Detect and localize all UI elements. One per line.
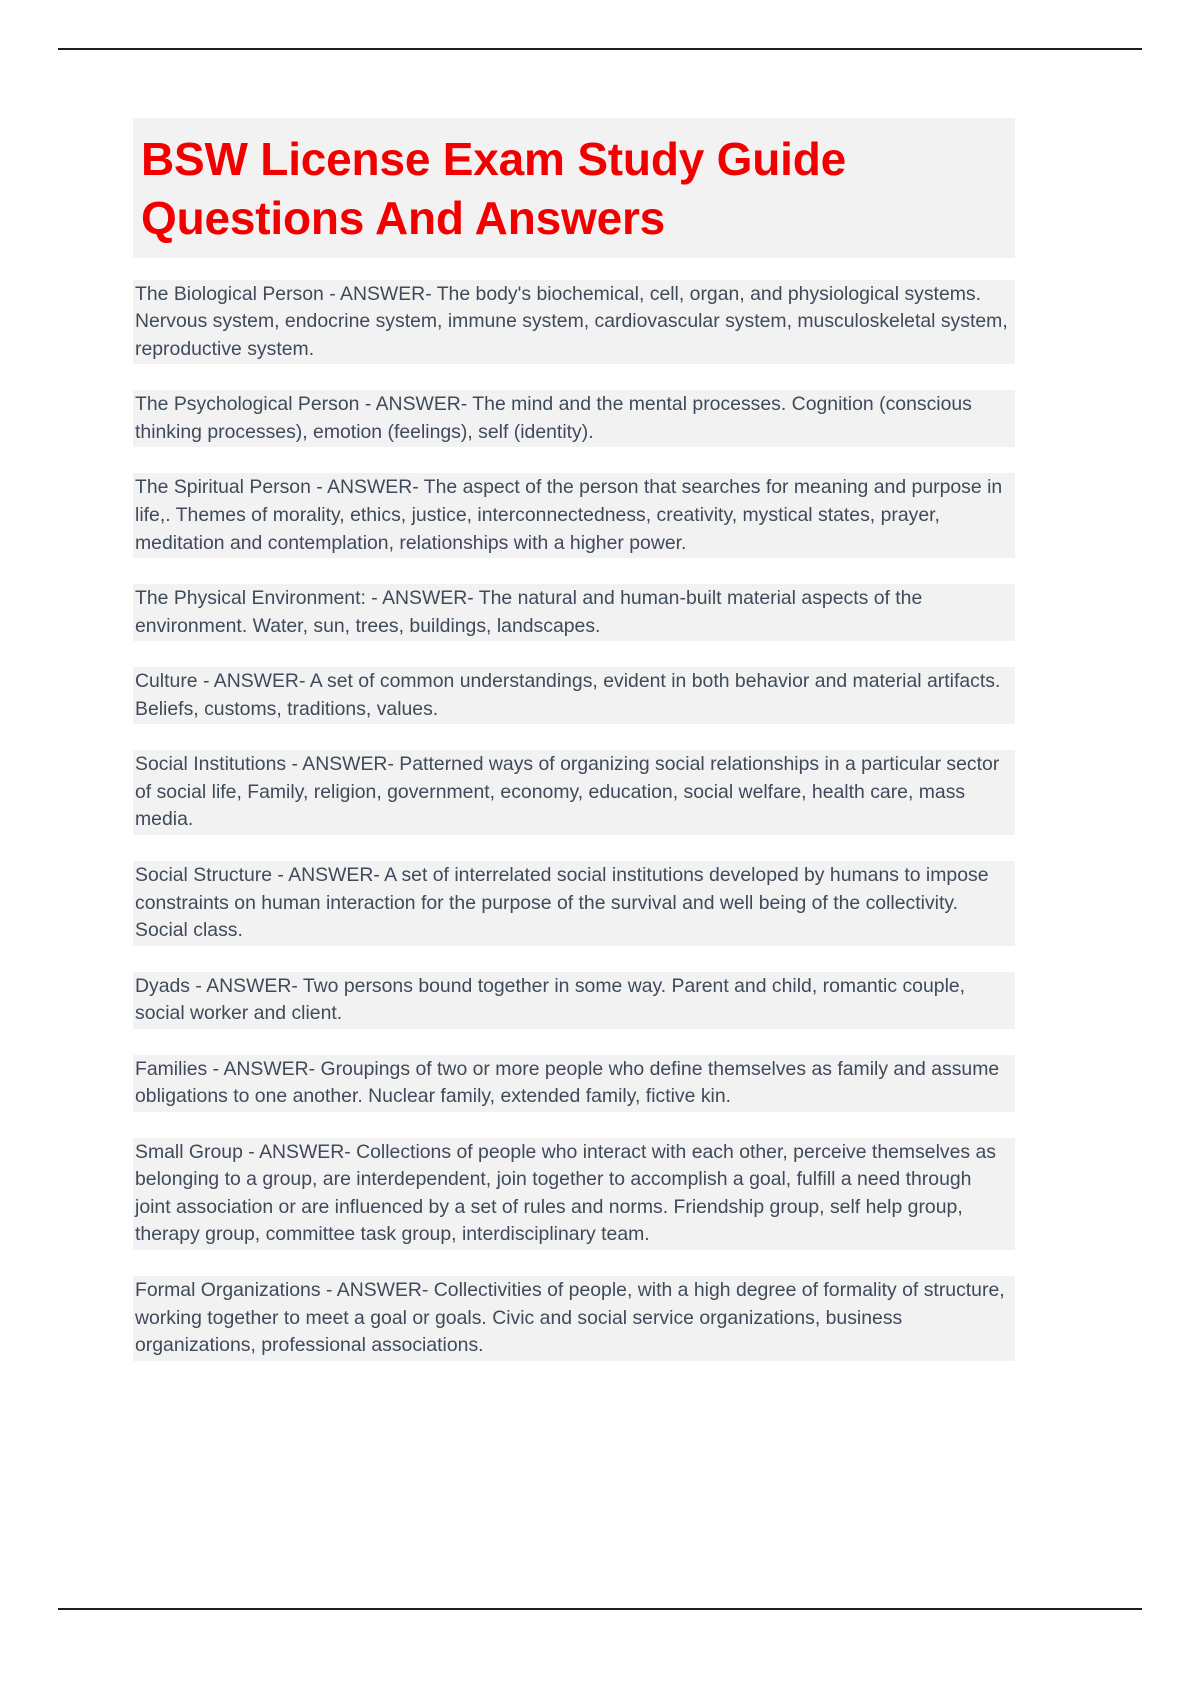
document-content — [133, 118, 1015, 1361]
qa-entry: The Psychological Person - ANSWER- The mind and the mental processes. Cognition (conscious thinking processes), emotion (feelings), self (identity). — [133, 390, 1015, 447]
qa-entry: The Physical Environment: - ANSWER- The natural and human-built material aspects of the environment. Water, sun, trees, buildings, landscapes. — [133, 584, 1015, 641]
qa-entry-list — [133, 280, 1015, 1361]
qa-entry: Social Institutions - ANSWER- Patterned ways of organizing social relationships in a particular sector of social life, Family, religion, government, economy, education, social welfare, health care, mass media. — [133, 750, 1015, 835]
page-footer-divider — [58, 1608, 1142, 1610]
qa-entry: The Biological Person - ANSWER- The body's biochemical, cell, organ, and physiological systems. Nervous system, endocrine system, immune system, cardiovascular system, musculoskeletal system, reproductive system. — [133, 280, 1015, 365]
qa-entry: The Spiritual Person - ANSWER- The aspect of the person that searches for meaning and purpose in life,. Themes of morality, ethics, justice, interconnectedness, creativity, mystical states, prayer, meditation and contemplation, relationships with a higher power. — [133, 473, 1015, 558]
qa-entry: Social Structure - ANSWER- A set of interrelated social institutions developed by humans to impose constraints on human interaction for the purpose of the survival and well being of the collectivity. Social class. — [133, 861, 1015, 946]
qa-entry: Small Group - ANSWER- Collections of people who interact with each other, perceive themselves as belonging to a group, are interdependent, join together to accomplish a goal, fulfill a need through joint association or are influenced by a set of rules and norms. Friendship group, self help group, therapy group, committee task group, interdisciplinary team. — [133, 1138, 1015, 1250]
page-header-divider — [58, 48, 1142, 50]
qa-entry: Families - ANSWER- Groupings of two or more people who define themselves as family and assume obligations to one another. Nuclear family, extended family, fictive kin. — [133, 1055, 1015, 1112]
page-title: BSW License Exam Study Guide Questions And Answers — [133, 118, 1015, 258]
qa-entry: Formal Organizations - ANSWER- Collectivities of people, with a high degree of formality of structure, working together to meet a goal or goals. Civic and social service organizations, business organizations, professional associations. — [133, 1276, 1015, 1361]
qa-entry: Culture - ANSWER- A set of common understandings, evident in both behavior and material artifacts. Beliefs, customs, traditions, values. — [133, 667, 1015, 724]
qa-entry: Dyads - ANSWER- Two persons bound together in some way. Parent and child, romantic couple, social worker and client. — [133, 972, 1015, 1029]
